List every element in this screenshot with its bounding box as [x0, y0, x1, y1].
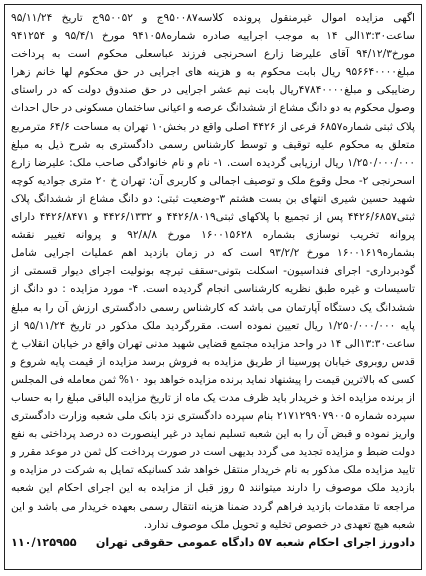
notice-footer — [11, 536, 415, 549]
notice-body: اگهی مزایده اموال غیرمنقول پرونده کلاسه۹۵۰۰۸۷ج و ۹۵۰۰۵۲ج تاریخ ۹۵/۱۱/۲۴ ساعت۱۳:۳۰الی ۱۴ به موجب اجراییه صادره شماره۹۴۱۰۵۸ مورخ ۹۵/۴/۱ و ۹۴۱۲۵۴ مورخ۹۴/۱۲/۳ آقای علیرضا زارع اسحرنجی فرزند عباسعلی محکوم است به پرداخت مبلغ۹۵۶۶۴۰۰۰۰ ریال بابت محکوم به و هزینه های اجرایی در حق محکوم لها خانم زهرا رضاییکی و مبلغ۴۷۸۴۰۰۰۰ریال بابت نیم عشر اجرایی در حق صندوق دولت که در راستای وصول محکوم به دو دانگ مشاع از ششدانگ عرصه و اعیانی ساختمان مسکونی در حال احداث پلاک ثبتی شماره۶۸۵۷ فرعی از ۴۴۲۶ اصلی واقع در بخش۱۰ تهران به مساحت ۶۴/۶ مترمربع متعلق به محکوم علیه توقیف و توسط کارشناس رسمی دادگستری به شرح ذیل به مبلغ ۱/۲۵۰/۰۰۰/۰۰۰ ریال ارزیابی گردیده است. ۱- نام و نام خانوادگی صاحب ملک: علیرضا زارع اسحرنجی ۲- محل وقوع ملک و توصیف اجمالی و کاربری آن: تهران خ ۲۰ متری جوادیه کوچه شهید حسین شیری انتهای بن بست هشتم ۳-وضعیت ثبتی: دو دانگ مشاع از ششدانگ پلاک ثبتی۴۴۲۶/۶۸۵۷ پس از تجمیع با پلاکهای ثبتی۴۴۲۶/۸۰۱۹ و ۴۴۲۶/۱۳۳۲ و ۴۴۲۶/۸۴۷۱ دارای پروانه تخریب نوسازی بشماره ۱۶۰۰۱۵۶۲۸ مورخ ۹۲/۸/۸ و پروانه تغییر نقشه بشماره۱۶۰۰۱۶۱۹ مورخ ۹۳/۲/۲ است که در زمان بازدید اهم عملیات اجرایی شامل گودبرداری- اجرای فنداسیون- اسکلت بتونی-سقف تیرچه بونولیت اجرای دیوار قسمتی از تاسیسات و غیره طبق نظریه کارشناسی انجام گردیده است. ۴- مورد مزایده : دو دانگ از ششدانگ یک دستگاه آپارتمان می باشد که کارشناس رسمی دادگستری ارزش آن را به مبلغ پایه ۱/۲۵۰/۰۰۰/۰۰۰ ریال تعیین نموده است. مقررگردید ملک مذکور در تاریخ ۹۵/۱۱/۲۴ از ساعت۱۳:۳۰الی ۱۴ در واحد مزایده مجتمع قضایی شهید مدنی تهران واقع در خیابان انقلاب خ قدس روبروی خیابان پورسینا از طریق مزایده به فروش برسد مزایده از قیمت پایه شروع و کسی که بالاترین قیمت را پیشنهاد نماید برنده مزایده خواهد بود ۱۰% ثمن معامله فی المجلس از برنده مزایده اخذ و خریدار باید ظرف مدت یک ماه از تاریخ مزایده الباقی مبلغ را به حساب سپرده شماره ۲۱۷۱۲۹۹۰۷۹۰۰۵ بنام سپرده دادگستری نزد بانک ملی شعبه وزارت دادگستری واریز نموده و قبض آن را به این شعبه تسلیم نماید در غیر اینصورت ده درصد پرداختی به نفع دولت ضبط و مزایده تجدید می گردد بدیهی است در صورت پرداخت کل ثمن در موعد مقرر و تایید مزایده ملک مذکور به نام خریدار منتقل خواهد شد کسانیکه تمایل به شرکت در مزایده و بازدید ملک موصوف را دارند میتوانند ۵ روز قبل از مزایده به این اجرای احکام این شعبه مراجعه تا مقدمات بازدید فراهم گردد ضمنا هزینه انتقال رسمی بعهده خریدار می باشد و این شعبه هیچ تعهدی در خصوص تخلیه و تحویل ملک موصوف ندارد. — [11, 12, 416, 531]
auction-notice — [4, 4, 422, 570]
court-signature: دادورز اجرای احکام شعبه ۵۷ دادگاه عمومی حقوقی تهران — [95, 535, 415, 549]
reference-number: ۱۱۰/۱۲۵۹۵۵ — [11, 535, 77, 549]
